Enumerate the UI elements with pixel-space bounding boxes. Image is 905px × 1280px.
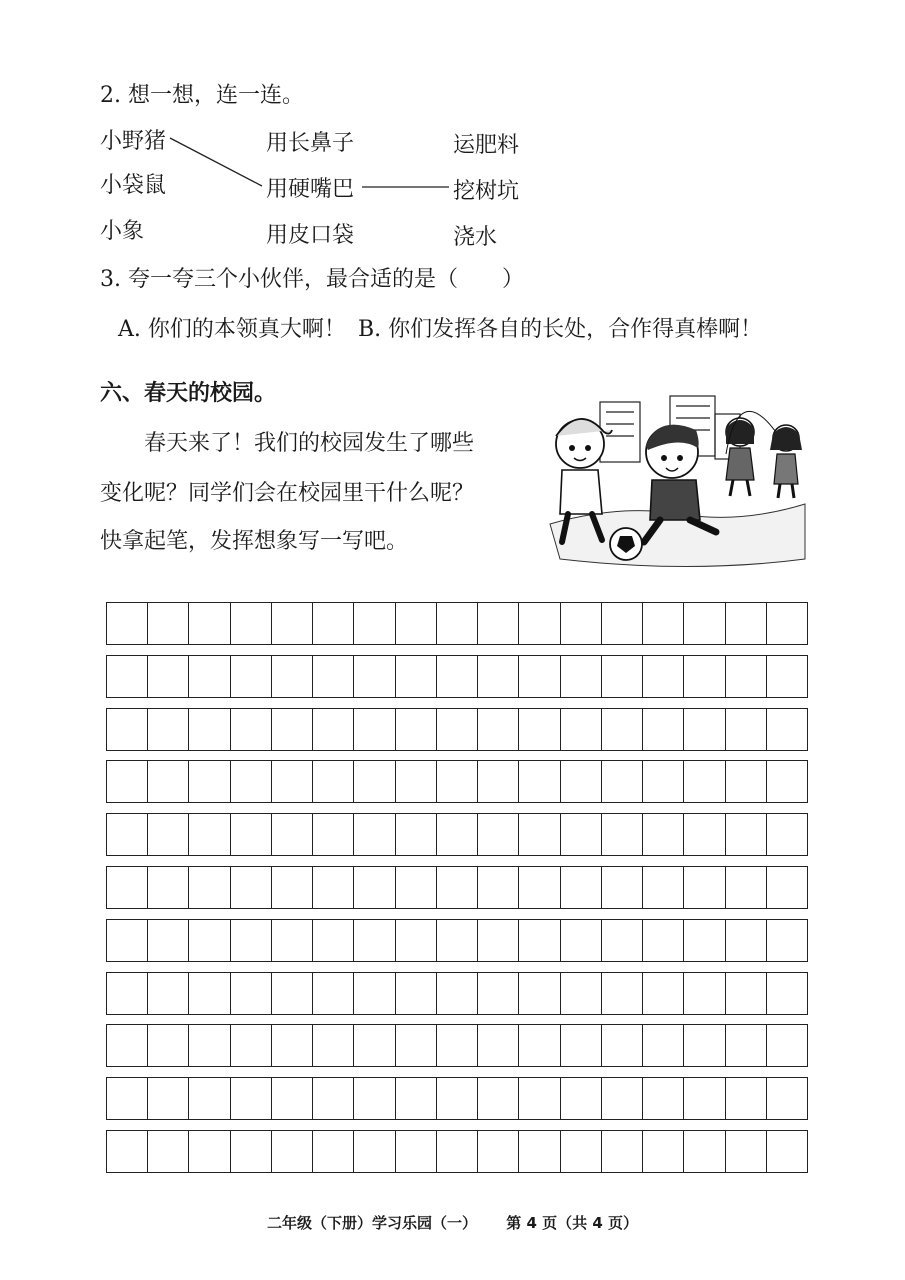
writing-cell[interactable]	[107, 867, 148, 908]
writing-cell[interactable]	[726, 1131, 767, 1172]
writing-grid-row[interactable]	[106, 1024, 808, 1067]
prompt-line-2: 变化呢？同学们会在校园里干什么呢？	[100, 481, 475, 506]
footer-page-number: 第 4 页（共 4 页）	[506, 1214, 638, 1232]
writing-grid-row[interactable]	[106, 972, 808, 1015]
writing-cell[interactable]	[437, 973, 478, 1014]
writing-cell[interactable]	[643, 1078, 684, 1119]
writing-cell[interactable]	[726, 1078, 767, 1119]
writing-cell[interactable]	[148, 973, 189, 1014]
writing-grid-row[interactable]	[106, 1077, 808, 1120]
task-dig-hole: 挖树坑	[453, 179, 520, 204]
writing-cell[interactable]	[189, 709, 230, 750]
writing-cell[interactable]	[354, 656, 395, 697]
writing-cell[interactable]	[437, 1078, 478, 1119]
tool-hard-mouth: 用硬嘴巴	[266, 177, 355, 202]
writing-cell[interactable]	[313, 1078, 354, 1119]
section-6-heading: 六、春天的校园。	[100, 380, 277, 406]
writing-cell[interactable]	[437, 920, 478, 961]
writing-cell[interactable]	[684, 867, 725, 908]
writing-cell[interactable]	[354, 1131, 395, 1172]
writing-cell[interactable]	[396, 1025, 437, 1066]
writing-cell[interactable]	[643, 1131, 684, 1172]
writing-cell[interactable]	[767, 761, 807, 802]
writing-cell[interactable]	[478, 1131, 519, 1172]
option-a[interactable]: A. 你们的本领真大啊！	[118, 317, 346, 342]
writing-cell[interactable]	[561, 1025, 602, 1066]
writing-cell[interactable]	[726, 973, 767, 1014]
writing-cell[interactable]	[561, 761, 602, 802]
writing-cell[interactable]	[478, 1025, 519, 1066]
writing-cell[interactable]	[519, 814, 560, 855]
writing-cell[interactable]	[561, 1131, 602, 1172]
writing-cell[interactable]	[684, 761, 725, 802]
writing-cell[interactable]	[272, 709, 313, 750]
writing-cell[interactable]	[602, 973, 643, 1014]
writing-cell[interactable]	[519, 656, 560, 697]
writing-cell[interactable]	[602, 920, 643, 961]
prompt-line-3: 快拿起笔，发挥想象写一写吧。	[100, 529, 409, 554]
writing-cell[interactable]	[602, 1078, 643, 1119]
writing-cell[interactable]	[396, 709, 437, 750]
task-carry-fertilizer: 运肥料	[453, 133, 520, 158]
writing-cell[interactable]	[478, 814, 519, 855]
writing-cell[interactable]	[313, 656, 354, 697]
writing-cell[interactable]	[107, 656, 148, 697]
writing-cell[interactable]	[602, 603, 643, 644]
writing-cell[interactable]	[231, 1131, 272, 1172]
writing-cell[interactable]	[437, 761, 478, 802]
writing-cell[interactable]	[107, 920, 148, 961]
writing-cell[interactable]	[396, 814, 437, 855]
children-playing-illustration	[540, 384, 810, 574]
writing-grid-row[interactable]	[106, 866, 808, 909]
writing-cell[interactable]	[726, 656, 767, 697]
writing-cell[interactable]	[561, 973, 602, 1014]
writing-cell[interactable]	[231, 920, 272, 961]
writing-cell[interactable]	[189, 1078, 230, 1119]
writing-cell[interactable]	[396, 1131, 437, 1172]
writing-cell[interactable]	[767, 1025, 807, 1066]
writing-cell[interactable]	[478, 709, 519, 750]
writing-cell[interactable]	[107, 709, 148, 750]
writing-cell[interactable]	[231, 709, 272, 750]
writing-cell[interactable]	[478, 603, 519, 644]
writing-cell[interactable]	[354, 973, 395, 1014]
writing-cell[interactable]	[478, 867, 519, 908]
writing-cell[interactable]	[313, 814, 354, 855]
writing-cell[interactable]	[189, 1025, 230, 1066]
writing-cell[interactable]	[396, 973, 437, 1014]
writing-cell[interactable]	[313, 1025, 354, 1066]
writing-cell[interactable]	[602, 1131, 643, 1172]
writing-grid-row[interactable]	[106, 760, 808, 803]
writing-cell[interactable]	[602, 867, 643, 908]
writing-cell[interactable]	[726, 603, 767, 644]
animal-wild-boar: 小野猪	[100, 129, 167, 154]
girl-with-pigtails	[770, 425, 802, 498]
writing-cell[interactable]	[107, 1025, 148, 1066]
writing-cell[interactable]	[437, 656, 478, 697]
writing-cell[interactable]	[684, 920, 725, 961]
writing-cell[interactable]	[189, 973, 230, 1014]
writing-cell[interactable]	[272, 1025, 313, 1066]
writing-cell[interactable]	[396, 603, 437, 644]
writing-cell[interactable]	[643, 603, 684, 644]
writing-cell[interactable]	[561, 814, 602, 855]
writing-cell[interactable]	[272, 1078, 313, 1119]
writing-cell[interactable]	[107, 973, 148, 1014]
writing-cell[interactable]	[313, 1131, 354, 1172]
match-line-boar-mouth	[170, 138, 262, 186]
writing-cell[interactable]	[107, 761, 148, 802]
writing-cell[interactable]	[231, 814, 272, 855]
writing-cell[interactable]	[643, 1025, 684, 1066]
writing-cell[interactable]	[478, 761, 519, 802]
writing-cell[interactable]	[519, 761, 560, 802]
writing-cell[interactable]	[684, 1131, 725, 1172]
writing-cell[interactable]	[602, 1025, 643, 1066]
writing-cell[interactable]	[767, 1078, 807, 1119]
writing-cell[interactable]	[561, 920, 602, 961]
writing-cell[interactable]	[272, 761, 313, 802]
writing-cell[interactable]	[684, 1078, 725, 1119]
writing-cell[interactable]	[767, 603, 807, 644]
writing-grid-row[interactable]	[106, 813, 808, 856]
writing-cell[interactable]	[107, 603, 148, 644]
writing-cell[interactable]	[519, 1131, 560, 1172]
footer-book-title: 二年级（下册）学习乐园（一）	[266, 1214, 477, 1232]
writing-cell[interactable]	[231, 761, 272, 802]
writing-cell[interactable]	[684, 1025, 725, 1066]
writing-cell[interactable]	[602, 709, 643, 750]
writing-cell[interactable]	[519, 603, 560, 644]
writing-cell[interactable]	[107, 1131, 148, 1172]
writing-cell[interactable]	[437, 709, 478, 750]
writing-cell[interactable]	[313, 867, 354, 908]
writing-cell[interactable]	[767, 709, 807, 750]
writing-cell[interactable]	[643, 920, 684, 961]
writing-cell[interactable]	[231, 656, 272, 697]
writing-cell[interactable]	[643, 656, 684, 697]
writing-cell[interactable]	[561, 709, 602, 750]
writing-cell[interactable]	[354, 709, 395, 750]
writing-cell[interactable]	[354, 920, 395, 961]
animal-kangaroo: 小袋鼠	[100, 173, 167, 198]
writing-cell[interactable]	[231, 1078, 272, 1119]
writing-cell[interactable]	[726, 709, 767, 750]
writing-cell[interactable]	[148, 656, 189, 697]
writing-cell[interactable]	[519, 1078, 560, 1119]
writing-cell[interactable]	[396, 867, 437, 908]
task-water: 浇水	[453, 225, 498, 250]
writing-cell[interactable]	[602, 761, 643, 802]
writing-cell[interactable]	[189, 867, 230, 908]
writing-cell[interactable]	[437, 867, 478, 908]
writing-cell[interactable]	[684, 973, 725, 1014]
writing-cell[interactable]	[478, 920, 519, 961]
writing-cell[interactable]	[272, 656, 313, 697]
writing-cell[interactable]	[684, 814, 725, 855]
writing-cell[interactable]	[643, 867, 684, 908]
writing-cell[interactable]	[478, 1078, 519, 1119]
writing-cell[interactable]	[726, 1025, 767, 1066]
writing-cell[interactable]	[313, 761, 354, 802]
writing-cell[interactable]	[272, 867, 313, 908]
writing-grid-row[interactable]	[106, 655, 808, 698]
writing-cell[interactable]	[107, 1078, 148, 1119]
writing-cell[interactable]	[643, 709, 684, 750]
writing-cell[interactable]	[148, 1131, 189, 1172]
question-3-text: 3. 夸一夸三个小伙伴，最合适的是（ ）	[100, 267, 524, 292]
writing-cell[interactable]	[437, 1131, 478, 1172]
writing-cell[interactable]	[767, 973, 807, 1014]
writing-cell[interactable]	[643, 814, 684, 855]
writing-cell[interactable]	[726, 761, 767, 802]
writing-cell[interactable]	[767, 814, 807, 855]
writing-cell[interactable]	[519, 1025, 560, 1066]
writing-cell[interactable]	[726, 920, 767, 961]
writing-cell[interactable]	[519, 709, 560, 750]
writing-cell[interactable]	[437, 814, 478, 855]
writing-cell[interactable]	[189, 920, 230, 961]
writing-cell[interactable]	[231, 1025, 272, 1066]
writing-cell[interactable]	[478, 656, 519, 697]
writing-cell[interactable]	[354, 761, 395, 802]
writing-cell[interactable]	[313, 973, 354, 1014]
writing-cell[interactable]	[684, 656, 725, 697]
writing-cell[interactable]	[767, 920, 807, 961]
writing-cell[interactable]	[107, 814, 148, 855]
writing-cell[interactable]	[519, 867, 560, 908]
writing-cell[interactable]	[189, 1131, 230, 1172]
writing-grid-row[interactable]	[106, 602, 808, 645]
writing-cell[interactable]	[561, 656, 602, 697]
writing-cell[interactable]	[437, 1025, 478, 1066]
writing-cell[interactable]	[726, 814, 767, 855]
writing-cell[interactable]	[313, 920, 354, 961]
prompt-line-1: 春天来了！我们的校园发生了哪些	[100, 431, 475, 456]
writing-cell[interactable]	[231, 867, 272, 908]
writing-cell[interactable]	[354, 603, 395, 644]
writing-cell[interactable]	[396, 656, 437, 697]
writing-cell[interactable]	[561, 1078, 602, 1119]
writing-cell[interactable]	[354, 1078, 395, 1119]
writing-cell[interactable]	[148, 814, 189, 855]
writing-cell[interactable]	[643, 761, 684, 802]
writing-cell[interactable]	[148, 709, 189, 750]
writing-cell[interactable]	[561, 603, 602, 644]
writing-cell[interactable]	[602, 656, 643, 697]
writing-cell[interactable]	[148, 603, 189, 644]
writing-cell[interactable]	[519, 920, 560, 961]
writing-cell[interactable]	[354, 814, 395, 855]
writing-grid-row[interactable]	[106, 919, 808, 962]
writing-cell[interactable]	[148, 1078, 189, 1119]
option-b[interactable]: B. 你们发挥各自的长处，合作得真棒啊！	[358, 317, 763, 342]
writing-cell[interactable]	[396, 761, 437, 802]
writing-cell[interactable]	[189, 814, 230, 855]
writing-grid-row[interactable]	[106, 708, 808, 751]
writing-cell[interactable]	[272, 973, 313, 1014]
writing-cell[interactable]	[272, 814, 313, 855]
writing-cell[interactable]	[189, 656, 230, 697]
writing-cell[interactable]	[684, 603, 725, 644]
writing-grid-row[interactable]	[106, 1130, 808, 1173]
writing-cell[interactable]	[148, 761, 189, 802]
writing-cell[interactable]	[313, 603, 354, 644]
tool-skin-pouch: 用皮口袋	[266, 223, 355, 248]
writing-cell[interactable]	[726, 867, 767, 908]
writing-cell[interactable]	[437, 603, 478, 644]
page-footer	[0, 1212, 905, 1233]
writing-cell[interactable]	[643, 973, 684, 1014]
writing-cell[interactable]	[272, 920, 313, 961]
writing-cell[interactable]	[561, 867, 602, 908]
writing-cell[interactable]	[231, 973, 272, 1014]
writing-cell[interactable]	[602, 814, 643, 855]
tool-long-nose: 用长鼻子	[266, 131, 355, 156]
writing-cell[interactable]	[189, 603, 230, 644]
writing-cell[interactable]	[231, 603, 272, 644]
writing-cell[interactable]	[396, 920, 437, 961]
writing-cell[interactable]	[519, 973, 560, 1014]
soccer-ball	[610, 528, 642, 560]
writing-cell[interactable]	[767, 656, 807, 697]
writing-cell[interactable]	[148, 920, 189, 961]
writing-cell[interactable]	[148, 867, 189, 908]
writing-cell[interactable]	[272, 1131, 313, 1172]
animal-elephant: 小象	[100, 219, 145, 244]
question-2-title: 2. 想一想，连一连。	[100, 83, 304, 108]
writing-cell[interactable]	[272, 603, 313, 644]
writing-cell[interactable]	[396, 1078, 437, 1119]
writing-cell[interactable]	[354, 1025, 395, 1066]
writing-cell[interactable]	[313, 709, 354, 750]
writing-cell[interactable]	[148, 1025, 189, 1066]
writing-cell[interactable]	[684, 709, 725, 750]
writing-cell[interactable]	[767, 1131, 807, 1172]
writing-cell[interactable]	[767, 867, 807, 908]
writing-cell[interactable]	[478, 973, 519, 1014]
writing-cell[interactable]	[354, 867, 395, 908]
writing-cell[interactable]	[189, 761, 230, 802]
